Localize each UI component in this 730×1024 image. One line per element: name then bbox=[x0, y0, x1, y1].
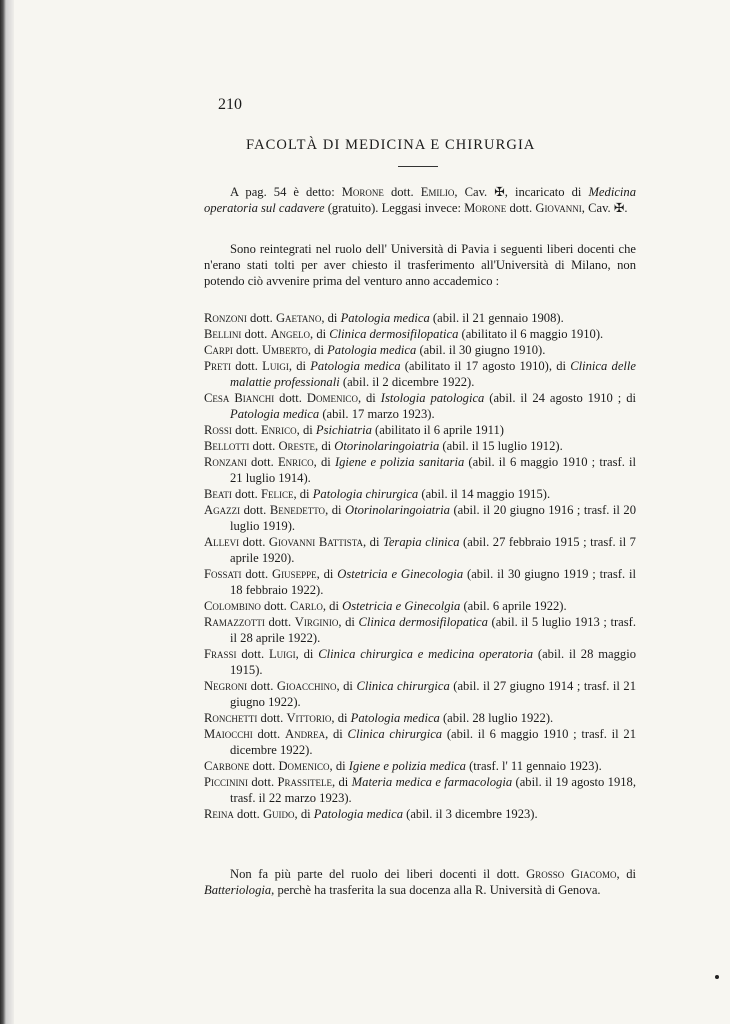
dott-label: dott. bbox=[241, 567, 272, 581]
docente-given-name: Oreste bbox=[278, 439, 316, 453]
docente-surname: Ronzani bbox=[204, 455, 247, 469]
intro-paragraph: Sono reintegrati nel ruolo dell' Università di Pavia i seguenti liberi docenti che n'erano stati tolti per aver chiesto il trasferimento all'Università di Milano, non potendo ciò avvenire prima del venturo anno accademico : bbox=[204, 242, 636, 288]
docente-entry bbox=[204, 758, 636, 774]
docente-given-name: Gaetano bbox=[275, 311, 322, 325]
docente-entry bbox=[204, 726, 636, 758]
docenti-list bbox=[204, 310, 636, 822]
docente-subject: Clinica dermosifilopatica bbox=[358, 615, 488, 629]
docente-surname: Colombino bbox=[204, 599, 261, 613]
correction-surname-right: Morone bbox=[464, 201, 507, 215]
dott-label: dott. bbox=[233, 807, 263, 821]
docente-subject: Psichiatria bbox=[315, 423, 372, 437]
closing-subject: Batteriologia bbox=[204, 883, 272, 897]
docente-surname: Preti bbox=[204, 359, 231, 373]
docente-details: (abilitato il 6 maggio 1910). bbox=[458, 327, 604, 341]
intro-block bbox=[204, 241, 636, 289]
docente-surname: Bellotti bbox=[204, 439, 250, 453]
correction-dott-wrong: dott. bbox=[383, 185, 421, 199]
docente-entry bbox=[204, 710, 636, 726]
docente-details: (abil. il 27 giugno 1914 ; trasf. il 21 giugno 1922). bbox=[230, 679, 636, 709]
docente-given-name: Giuseppe bbox=[271, 567, 317, 581]
docente-surname: Frassi bbox=[204, 647, 237, 661]
docente-entry bbox=[204, 646, 636, 678]
docente-subject: Patologia chirurgica bbox=[312, 487, 419, 501]
page-number: 210 bbox=[218, 96, 242, 113]
correction-dott-right: dott. bbox=[506, 201, 536, 215]
closing-part2: , di bbox=[616, 867, 637, 881]
docente-details: (trasf. l' 11 gennaio 1923). bbox=[465, 759, 602, 773]
docente-surname: Ronzoni bbox=[204, 311, 247, 325]
dott-label: dott. bbox=[257, 711, 287, 725]
title-divider bbox=[398, 166, 438, 167]
docente-surname: Ronchetti bbox=[204, 711, 258, 725]
docente-details-2: (abil. il 2 dicembre 1922). bbox=[339, 375, 475, 389]
closing-block bbox=[204, 866, 636, 898]
dott-label: dott. bbox=[252, 727, 285, 741]
di-label: , di bbox=[322, 599, 343, 613]
dott-label: dott. bbox=[248, 775, 278, 789]
di-label: , di bbox=[325, 727, 348, 741]
docente-entry bbox=[204, 310, 636, 326]
docente-surname: Carbone bbox=[204, 759, 250, 773]
docente-surname: Cesa Bianchi bbox=[204, 391, 275, 405]
docente-subject: Patologia medica bbox=[310, 359, 401, 373]
docente-given-name: Angelo bbox=[270, 327, 311, 341]
docente-details: (abil. il 24 agosto 1910 ; di bbox=[484, 391, 637, 405]
correction-subject: Medicina operatoria sul cadavere bbox=[204, 185, 636, 215]
docente-subject: Igiene e polizia sanitaria bbox=[334, 455, 465, 469]
docente-details: (abil. il 6 maggio 1910 ; trasf. il 21 dicembre 1922). bbox=[230, 727, 637, 757]
di-label: , di bbox=[307, 343, 328, 357]
closing-part1: Non fa più parte del ruolo dei liberi docenti il dott. bbox=[230, 867, 527, 881]
docente-subject: Patologia medica bbox=[350, 711, 440, 725]
docente-surname: Beati bbox=[204, 487, 232, 501]
docente-subject-2: Patologia medica bbox=[230, 407, 320, 421]
docente-surname: Ramazzotti bbox=[204, 615, 265, 629]
correction-note bbox=[204, 184, 636, 216]
docente-given-name: Gioacchino bbox=[276, 679, 337, 693]
docente-entry bbox=[204, 678, 636, 710]
docente-surname: Carpi bbox=[204, 343, 233, 357]
docente-entry bbox=[204, 358, 636, 390]
docente-entry bbox=[204, 342, 636, 358]
dott-label: dott. bbox=[247, 679, 277, 693]
docente-surname: Reina bbox=[204, 807, 234, 821]
section-title: FACOLTÀ DI MEDICINA E CHIRURGIA bbox=[246, 137, 536, 153]
docente-given-name: Andrea bbox=[284, 727, 326, 741]
dott-label: dott. bbox=[264, 615, 295, 629]
docente-surname: Allevi bbox=[204, 535, 240, 549]
docente-subject: Clinica chirurgica e medicina operatoria bbox=[318, 647, 534, 661]
docente-given-name: Virginio bbox=[294, 615, 339, 629]
docente-subject: Ostetricia e Ginecologia bbox=[337, 567, 464, 581]
docente-subject-2: Clinica delle malattie professionali bbox=[230, 359, 636, 389]
dott-label: dott. bbox=[231, 423, 261, 437]
docente-subject: Materia medica e farmacologia bbox=[351, 775, 513, 789]
docente-given-name: Luigi bbox=[268, 647, 296, 661]
correction-surname-wrong: Morone bbox=[341, 185, 384, 199]
docente-subject: Terapia clinica bbox=[383, 535, 460, 549]
di-label: , di bbox=[336, 679, 357, 693]
docente-surname: Piccinini bbox=[204, 775, 248, 789]
docente-details: (abil. il 3 dicembre 1923). bbox=[403, 807, 538, 821]
docente-details: (abilitato il 6 aprile 1911) bbox=[371, 423, 504, 437]
di-label: , di bbox=[331, 775, 352, 789]
closing-part3: , perchè ha trasferita la sua docenza alla R. Università di Genova. bbox=[271, 883, 601, 897]
correction-end: , Cav. ✠. bbox=[581, 201, 628, 215]
docente-details: (abil. 28 luglio 1922). bbox=[439, 711, 554, 725]
docente-details: (abil. il 5 luglio 1913 ; trasf. il 28 aprile 1922). bbox=[230, 615, 636, 645]
di-label: , di bbox=[295, 647, 319, 661]
docente-given-name: Umberto bbox=[261, 343, 308, 357]
docente-surname: Negroni bbox=[204, 679, 248, 693]
dott-label: dott. bbox=[232, 343, 262, 357]
docente-given-name: Carlo bbox=[289, 599, 323, 613]
correction-after: (gratuito). Leggasi invece: bbox=[324, 201, 465, 215]
docente-details-2: (abil. 17 marzo 1923). bbox=[319, 407, 435, 421]
dott-label: dott. bbox=[231, 487, 261, 501]
docente-subject: Patologia medica bbox=[327, 343, 417, 357]
closing-name: Grosso Giacomo bbox=[526, 867, 617, 881]
docente-given-name: Vittorio bbox=[286, 711, 332, 725]
correction-intro: A pag. 54 è detto: bbox=[230, 185, 342, 199]
docente-details: (abil. il 28 maggio 1915). bbox=[230, 647, 637, 677]
di-label: , di bbox=[315, 439, 335, 453]
docente-given-name: Benedetto bbox=[269, 503, 326, 517]
di-label: , di bbox=[338, 615, 359, 629]
dott-label: dott. bbox=[249, 759, 279, 773]
docente-entry bbox=[204, 614, 636, 646]
docente-surname: Rossi bbox=[204, 423, 232, 437]
docente-details: (abil. 27 febbraio 1915 ; trasf. il 7 aprile 1920). bbox=[230, 535, 636, 565]
docente-entry bbox=[204, 598, 636, 614]
docente-details: (abil. il 30 giugno 1919 ; trasf. il 18 febbraio 1922). bbox=[230, 567, 636, 597]
docente-surname: Agazzi bbox=[204, 503, 241, 517]
docente-details: (abilitato il 17 agosto 1910), di bbox=[400, 359, 571, 373]
docente-subject: Otorinolaringoiatria bbox=[334, 439, 440, 453]
docente-given-name: Luigi bbox=[262, 359, 289, 373]
correction-paragraph bbox=[204, 184, 636, 216]
docente-entry bbox=[204, 566, 636, 598]
di-label: , di bbox=[293, 487, 313, 501]
docente-surname: Maiocchi bbox=[204, 727, 253, 741]
docente-entry bbox=[204, 534, 636, 566]
docente-details: (abil. il 21 gennaio 1908). bbox=[429, 311, 564, 325]
dott-label: dott. bbox=[240, 503, 270, 517]
correction-given-wrong: Emilio bbox=[420, 185, 455, 199]
docente-entry bbox=[204, 774, 636, 806]
docente-subject: Patologia medica bbox=[313, 807, 403, 821]
docente-details: (abil. il 19 agosto 1918, trasf. il 22 marzo 1923). bbox=[230, 775, 636, 805]
dott-label: dott. bbox=[239, 535, 269, 549]
docente-entry bbox=[204, 438, 636, 454]
docente-subject: Ostetricia e Ginecolgia bbox=[342, 599, 461, 613]
docente-entry bbox=[204, 422, 636, 438]
correction-given-right: Giovanni bbox=[535, 201, 582, 215]
docente-given-name: Enrico bbox=[260, 423, 297, 437]
di-label: , di bbox=[321, 311, 341, 325]
di-label: , di bbox=[316, 567, 338, 581]
docente-entry bbox=[204, 486, 636, 502]
di-label: , di bbox=[288, 359, 311, 373]
closing-paragraph bbox=[204, 866, 636, 898]
dott-label: dott. bbox=[260, 599, 290, 613]
docente-given-name: Domenico bbox=[306, 391, 358, 405]
docente-given-name: Felice bbox=[260, 487, 294, 501]
correction-title-wrong: , Cav. ✠, incaricato di bbox=[454, 185, 589, 199]
di-label: , di bbox=[331, 711, 351, 725]
dott-label: dott. bbox=[249, 439, 279, 453]
docente-subject: Igiene e polizia medica bbox=[348, 759, 466, 773]
docente-entry bbox=[204, 502, 636, 534]
docente-details: (abil. 6 aprile 1922). bbox=[460, 599, 567, 613]
docente-entry bbox=[204, 806, 636, 822]
docente-subject: Otorinolaringoiatria bbox=[345, 503, 450, 517]
docente-details: (abil. il 20 giugno 1916 ; trasf. il 20 luglio 1919). bbox=[230, 503, 636, 533]
docente-details: (abil. il 14 maggio 1915). bbox=[418, 487, 551, 501]
dott-label: dott. bbox=[274, 391, 307, 405]
docente-entry bbox=[204, 390, 636, 422]
scan-speck bbox=[715, 975, 719, 979]
docente-details: (abil. il 30 giugno 1910). bbox=[416, 343, 546, 357]
docente-subject: Clinica chirurgica bbox=[356, 679, 450, 693]
docente-given-name: Domenico bbox=[278, 759, 330, 773]
dott-label: dott. bbox=[241, 327, 271, 341]
docente-subject: Clinica dermosifilopatica bbox=[329, 327, 459, 341]
dott-label: dott. bbox=[231, 359, 263, 373]
dott-label: dott. bbox=[236, 647, 269, 661]
di-label: , di bbox=[296, 423, 316, 437]
docente-given-name: Prassitele bbox=[277, 775, 332, 789]
di-label: , di bbox=[294, 807, 314, 821]
docente-entry bbox=[204, 326, 636, 342]
dott-label: dott. bbox=[246, 455, 278, 469]
di-label: , di bbox=[363, 535, 383, 549]
docente-given-name: Guido bbox=[262, 807, 295, 821]
dott-label: dott. bbox=[246, 311, 276, 325]
docente-given-name: Enrico bbox=[277, 455, 314, 469]
docente-given-name: Giovanni Battista bbox=[268, 535, 363, 549]
docente-details: (abil. il 15 luglio 1912). bbox=[439, 439, 563, 453]
docente-details: (abil. il 6 maggio 1910 ; trasf. il 21 luglio 1914). bbox=[230, 455, 637, 485]
di-label: , di bbox=[325, 503, 345, 517]
di-label: , di bbox=[310, 327, 330, 341]
docente-subject: Istologia patologica bbox=[380, 391, 485, 405]
docente-surname: Fossati bbox=[204, 567, 242, 581]
docente-surname: Bellini bbox=[204, 327, 242, 341]
docente-subject: Clinica chirurgica bbox=[347, 727, 443, 741]
docente-subject: Patologia medica bbox=[340, 311, 430, 325]
docente-entry bbox=[204, 454, 636, 486]
di-label: , di bbox=[329, 759, 349, 773]
di-label: , di bbox=[357, 391, 381, 405]
di-label: , di bbox=[313, 455, 335, 469]
